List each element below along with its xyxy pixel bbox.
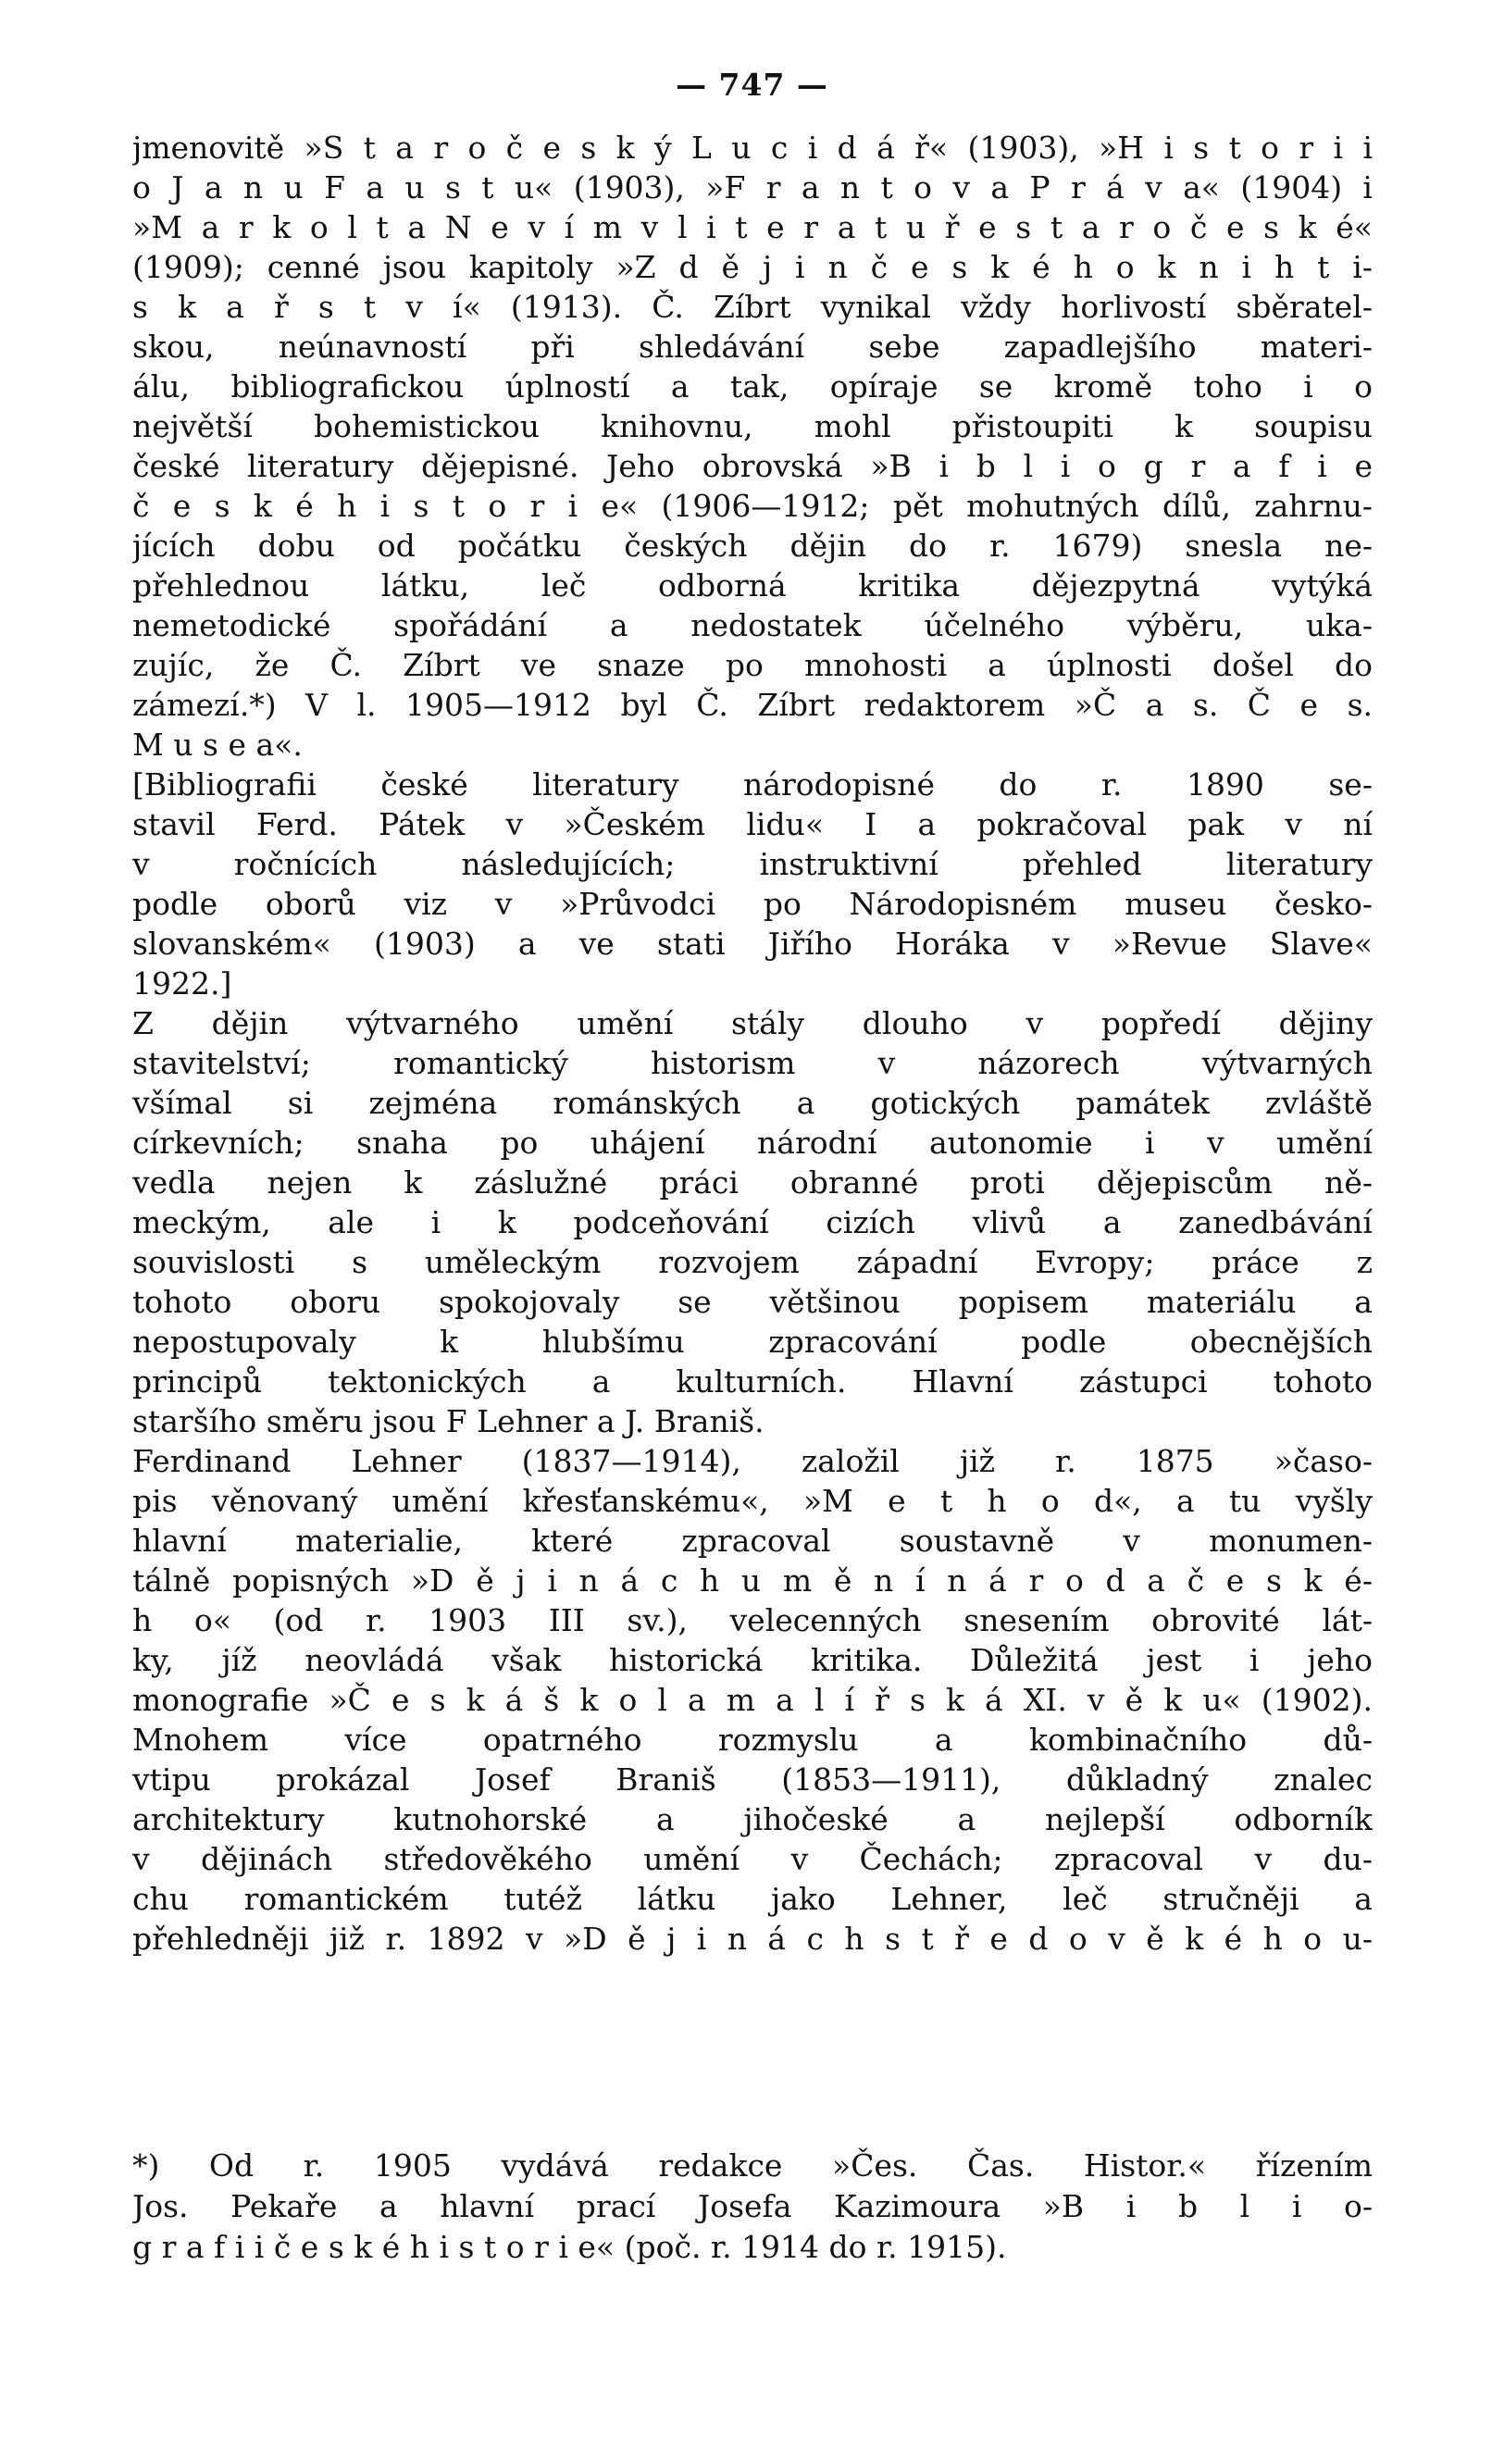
text-line: zámezí.*) V l. 1905—1912 byl Č. Zíbrt redaktorem »Č a s. Č e s.: [132, 687, 1373, 723]
text-line: církevních; snaha po uhájení národní autonomie i v umění: [132, 1125, 1373, 1161]
text-line: »M a r k o l t a N e v í m v l i t e r a t u ř e s t a r o č e s k é«: [132, 209, 1373, 245]
text-line: přehledněji již r. 1892 v »D ě j i n á c h s t ř e d o v ě k é h o u-: [132, 1921, 1373, 1957]
text-line: tohoto oboru spokojovaly se většinou popisem materiálu a: [132, 1284, 1373, 1320]
text-line: chu romantickém tutéž látku jako Lehner, leč stručněji a: [132, 1881, 1373, 1917]
text-line: o J a n u F a u s t u« (1903), »F r a n t o v a P r á v a« (1904) i: [132, 169, 1373, 205]
text-line: přehlednou látku, leč odborná kritika dějezpytná vytýká: [132, 567, 1373, 604]
text-line: jících dobu od počátku českých dějin do r. 1679) snesla ne-: [132, 528, 1373, 564]
text-line: ky, jíž neovládá však historická kritika. Důležitá jest i jeho: [132, 1642, 1373, 1678]
text-line: č e s k é h i s t o r i e« (1906—1912; pět mohutných dílů, zahrnu-: [132, 488, 1373, 524]
footnotes: [132, 2146, 1373, 2268]
text-line: vtipu prokázal Josef Braniš (1853—1911), důkladný znalec: [132, 1761, 1373, 1798]
text-line: tálně popisných »D ě j i n á c h u m ě n í n á r o d a č e s k é-: [132, 1562, 1373, 1599]
text-line: v ročnících následujících; instruktivní přehled literatury: [132, 846, 1373, 882]
text-line: vedla nejen k záslužné práci obranné proti dějepiscům ně-: [132, 1164, 1373, 1201]
text-line: h o« (od r. 1903 III sv.), velecenných snesením obrovité lát-: [132, 1602, 1373, 1638]
text-line: podle oborů viz v »Průvodci po Národopisném museu česko-: [132, 886, 1373, 922]
text-line: skou, neúnavností při shledávání sebe zapadlejšího materi-: [132, 329, 1373, 365]
text-line: (1909); cenné jsou kapitoly »Z d ě j i n č e s k é h o k n i h t i-: [132, 249, 1373, 285]
footnote-line: Jos. Pekaře a hlavní prací Josefa Kazimoura »B i b l i o-: [132, 2188, 1373, 2224]
text-line: álu, bibliografickou úplností a tak, opíraje se kromě toho i o: [132, 368, 1373, 404]
page-number: — 747 —: [676, 67, 828, 103]
text-line: Z dějin výtvarného umění stály dlouho v popředí dějiny: [132, 1005, 1373, 1041]
text-line: všímal si zejména románských a gotických památek zvláště: [132, 1085, 1373, 1121]
text-line: nepostupovaly k hlubšímu zpracování podle obecnějších: [132, 1324, 1373, 1360]
text-line: pis věnovaný umění křesťanskému«, »M e t h o d«, a tu vyšly: [132, 1483, 1373, 1519]
text-line: [Bibliografii české literatury národopisné do r. 1890 se-: [132, 766, 1373, 803]
text-line: souvislosti s uměleckým rozvojem západní Evropy; práce z: [132, 1244, 1373, 1280]
text-line: stavitelství; romantický historism v názorech výtvarných: [132, 1045, 1373, 1081]
text-line: monografie »Č e s k á š k o l a m a l í ř s k á XI. v ě k u« (1902).: [132, 1682, 1373, 1718]
text-line: Mnohem více opatrného rozmyslu a kombinačního dů-: [132, 1722, 1373, 1758]
footnote-line: g r a f i i č e s k é h i s t o r i e« (poč. r. 1914 do r. 1915).: [132, 2229, 1007, 2265]
footnote-line: *) Od r. 1905 vydává redakce »Čes. Čas. Histor.« řízením: [132, 2147, 1373, 2184]
text-line: hlavní materialie, které zpracoval soustavně v monumen-: [132, 1523, 1373, 1559]
text-line: v dějinách středověkého umění v Čechách; zpracoval v du-: [132, 1841, 1373, 1877]
text-line: slovanském« (1903) a ve stati Jiřího Horáka v »Revue Slave«: [132, 926, 1373, 962]
text-line: principů tektonických a kulturních. Hlavní zástupci tohoto: [132, 1363, 1373, 1400]
text-line: nemetodické spořádání a nedostatek účelného výběru, uka-: [132, 607, 1373, 643]
text-line: největší bohemistickou knihovnu, mohl přistoupiti k soupisu: [132, 408, 1373, 444]
text-line: architektury kutnohorské a jihočeské a nejlepší odborník: [132, 1801, 1373, 1837]
text-line: staršího směru jsou F Lehner a J. Braniš.: [132, 1403, 764, 1439]
text-line: zujíc, že Č. Zíbrt ve snaze po mnohosti a úplnosti došel do: [132, 647, 1373, 683]
text-line: meckým, ale i k podceňování cizích vlivů a zanedbávání: [132, 1204, 1373, 1240]
text-line: jmenovitě »S t a r o č e s k ý L u c i d á ř« (1903), »H i s t o r i i: [132, 130, 1373, 166]
text-line: s k a ř s t v í« (1913). Č. Zíbrt vynikal vždy horlivostí sběratel-: [132, 289, 1373, 325]
text-line: Ferdinand Lehner (1837—1914), založil již r. 1875 »časo-: [132, 1443, 1373, 1479]
body-text: [132, 128, 1373, 1959]
text-line: české literatury dějepisné. Jeho obrovská »B i b l i o g r a f i e: [132, 448, 1373, 484]
text-line: 1922.]: [132, 965, 232, 1002]
text-line: stavil Ferd. Pátek v »Českém lidu« I a pokračoval pak v ní: [132, 806, 1373, 842]
text-line: M u s e a«.: [132, 727, 303, 763]
